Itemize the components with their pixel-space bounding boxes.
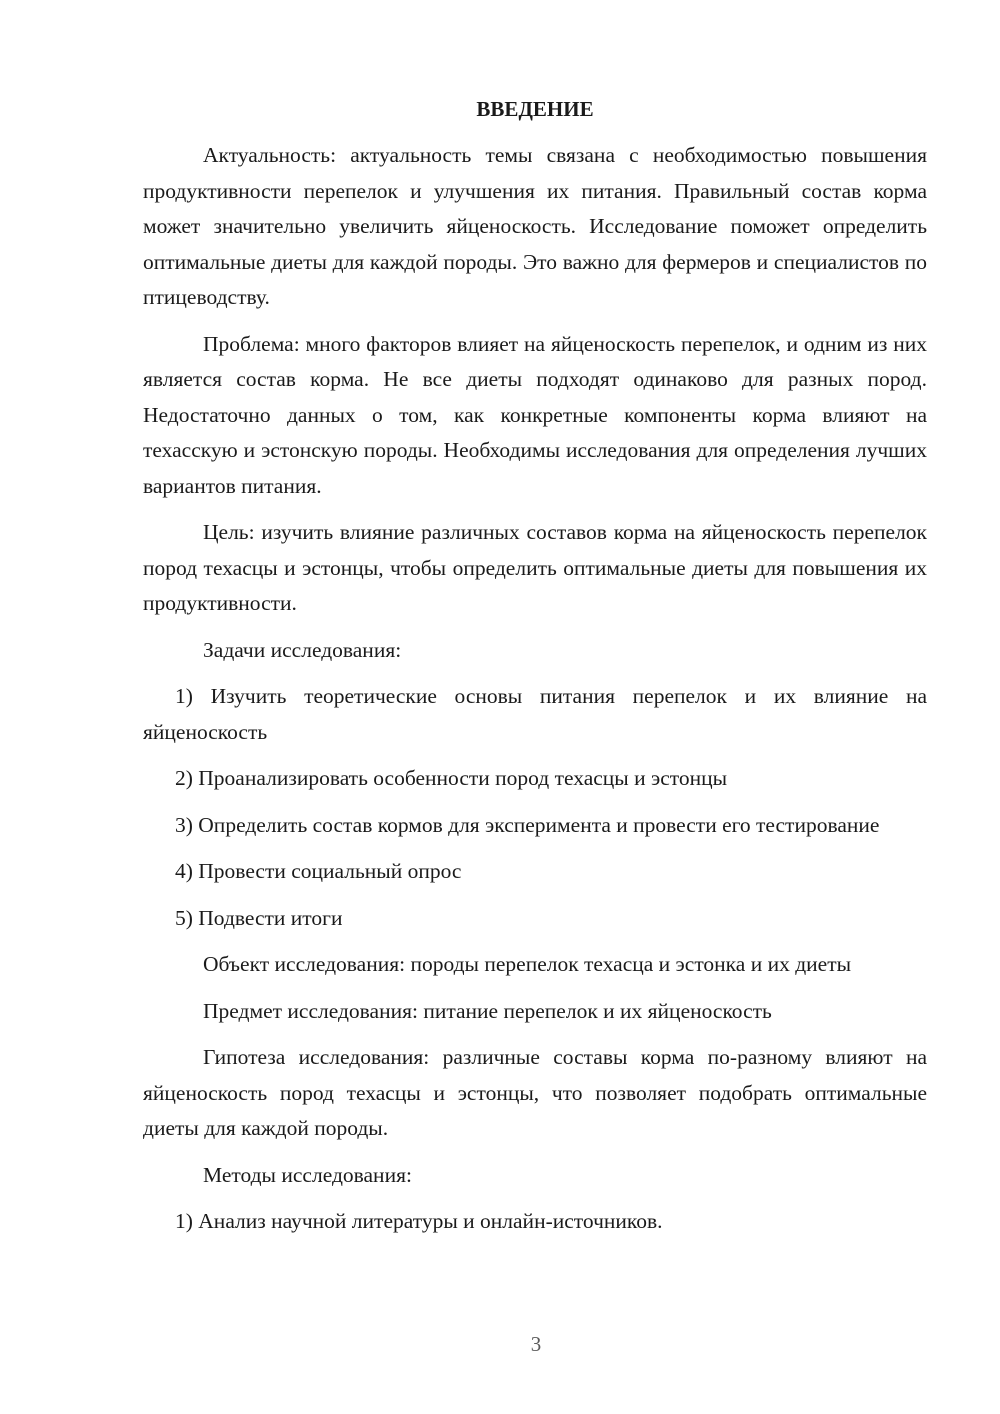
task-item: 5) Подвести итоги	[175, 905, 343, 930]
task-item: 2) Проанализировать особенности пород техасцы и эстонцы	[175, 766, 728, 790]
subject-paragraph: Предмет исследования: питание перепелок и их яйценоскость	[203, 998, 772, 1023]
object-paragraph: Объект исследования: породы перепелок техасца и эстонка и их диеты	[203, 952, 852, 976]
problem-paragraph: Проблема: много факторов влияет на яйценоскость перепелок, и одним из них является состав корма. Не все диеты подходят одинаково для разных пород. Недостаточно данных о том, как конкретные компоненты корма влияют на техасскую и эстонскую породы. Необходимы исследования для определения лучших вариантов питания.	[143, 331, 927, 498]
section-heading: ВВЕДЕНИЕ	[476, 97, 594, 121]
document-page	[143, 92, 927, 1251]
task-item: 3) Определить состав кормов для эксперимента и провести его тестирование	[175, 812, 880, 837]
hypothesis-paragraph: Гипотеза исследования: различные составы корма по-разному влияют на яйценоскость пород техасцы и эстонцы, что позволяет подобрать оптимальные диеты для каждой породы.	[143, 1045, 927, 1140]
method-item: 1) Анализ научной литературы и онлайн-источников.	[175, 1209, 663, 1233]
page-number: 3	[530, 1332, 542, 1356]
methods-title: Методы исследования:	[203, 1162, 412, 1187]
relevance-paragraph: Актуальность: актуальность темы связана с необходимостью повышения продуктивности перепелок и улучшения их питания. Правильный состав корма может значительно увеличить яйценоскость. Исследование поможет определить оптимальные диеты для каждой породы. Это важно для фермеров и специалистов по птицеводству.	[143, 143, 927, 309]
task-item: 4) Провести социальный опрос	[175, 859, 462, 883]
tasks-title: Задачи исследования:	[203, 637, 402, 662]
task-item: 1) Изучить теоретические основы питания перепелок и их влияние на яйценоскость	[143, 684, 927, 744]
goal-paragraph: Цель: изучить влияние различных составов корма на яйценоскость перепелок пород техасцы и эстонцы, чтобы определить оптимальные диеты для повышения их продуктивности.	[143, 520, 927, 615]
